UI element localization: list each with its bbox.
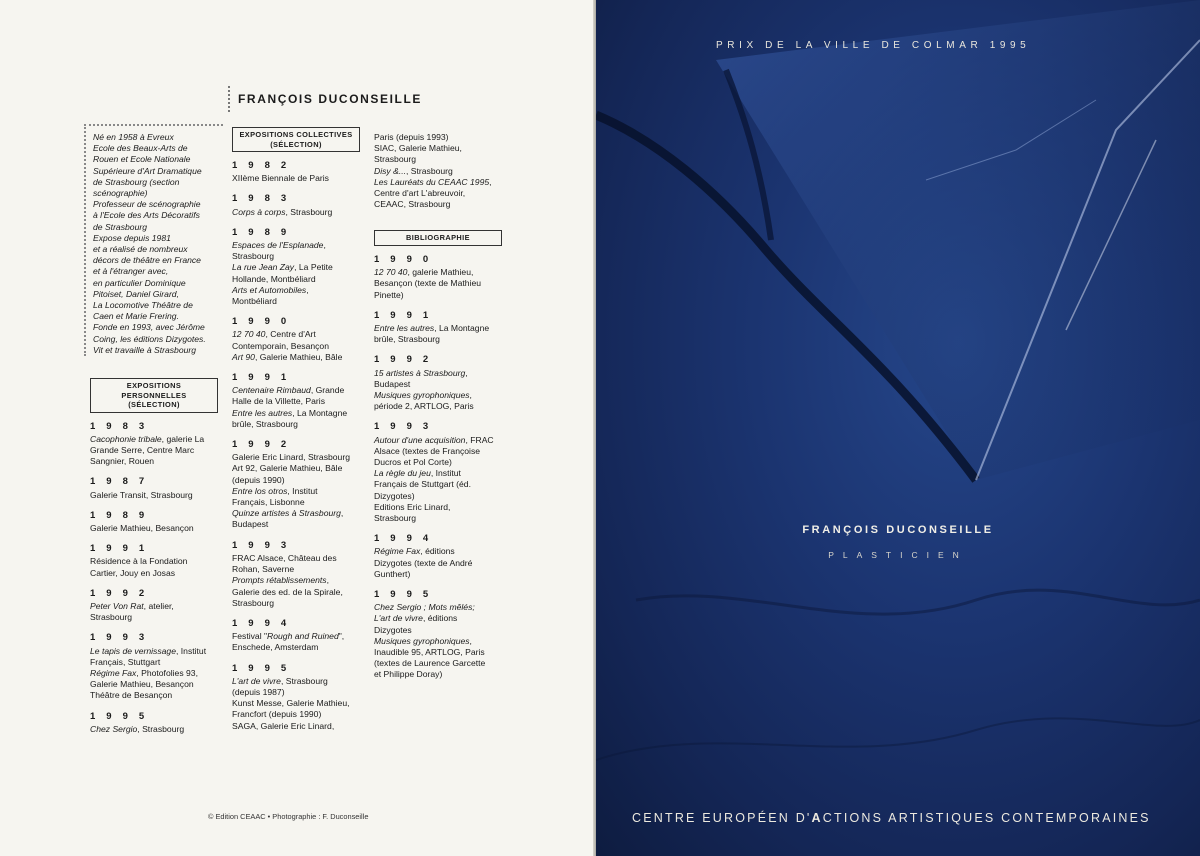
entry-line-title: Espaces de l'Esplanade xyxy=(232,240,324,251)
entry-line-title: (textes de Laurence Garcette xyxy=(374,658,486,669)
entry-line-title: Inaudible 95, ARTLOG, Paris xyxy=(374,647,485,658)
entry-line-title: Ducros et Pol Corte) xyxy=(374,456,452,467)
entry-line-title: La rue Jean Zay xyxy=(232,262,295,273)
entry-line xyxy=(90,646,218,657)
entry-line-suffix: , Galerie Mathieu, Bâle xyxy=(254,351,343,362)
entry-line xyxy=(374,154,502,165)
entry-line xyxy=(232,564,360,575)
entry-line-suffix: , atelier, xyxy=(143,600,174,611)
personal-exhibitions-heading xyxy=(90,378,218,413)
year-label: 1992 xyxy=(232,439,298,451)
bio-line: Caen et Marie Frering. xyxy=(93,311,179,322)
entry-line-title: Autour d'une acquisition xyxy=(374,434,466,445)
entry-line-suffix: , La Montagne xyxy=(292,407,348,418)
stone-texture-image xyxy=(596,0,1200,856)
entry-line xyxy=(374,468,502,479)
entry-line xyxy=(374,323,502,334)
entry-line-title: Gunthert) xyxy=(374,568,411,579)
entry-line-title: Galerie Transit, Strasbourg xyxy=(90,489,193,500)
entry-line xyxy=(232,408,360,419)
entry-line xyxy=(374,390,502,401)
entry-line-suffix: ", xyxy=(338,631,345,642)
entry-line xyxy=(232,475,360,486)
year-label: 1989 xyxy=(232,226,298,238)
bio-line: décors de théâtre en France xyxy=(93,255,201,266)
entry-line-suffix: , xyxy=(465,367,468,378)
entry-line-title: Strasbourg xyxy=(374,154,417,165)
entry-line-title: Français de Stuttgart (éd. xyxy=(374,479,471,490)
entry-line xyxy=(232,598,360,609)
year-entry xyxy=(90,632,218,701)
entry-line-suffix: , xyxy=(469,635,472,646)
entry-line-title: Entre los otros xyxy=(232,485,288,496)
entry-line xyxy=(232,642,360,653)
bio-line: de Strasbourg xyxy=(93,221,147,232)
entry-line-title: Budapest xyxy=(232,519,269,530)
bio-line: à l'Ecole des Arts Décoratifs xyxy=(93,210,200,221)
entry-line-title: Les Lauréats du CEAAC 1995 xyxy=(374,176,490,187)
entry-line xyxy=(232,676,360,687)
year-entry xyxy=(374,589,502,681)
bio-line: scénographie) xyxy=(93,188,148,199)
bio-line: Professeur de scénographie xyxy=(93,199,201,210)
year-entry xyxy=(232,663,360,732)
entry-line-title: L'art de vivre xyxy=(374,613,423,624)
entry-line-italic: Rough and Ruined xyxy=(267,631,339,642)
entry-line-title: FRAC Alsace, Château des xyxy=(232,552,337,563)
year-label: 1994 xyxy=(232,617,298,629)
personal-exhibitions-heading-text: EXPOSITIONS PERSONNELLES (SÉLECTION) xyxy=(121,381,187,409)
year-entry xyxy=(232,439,360,531)
entry-line xyxy=(90,724,218,735)
entry-line-title: Centenaire Rimbaud xyxy=(232,385,311,396)
entry-line xyxy=(374,278,502,289)
entry-line-title: Cacophonie tribale xyxy=(90,433,162,444)
year-label: 1993 xyxy=(232,539,298,551)
entry-line xyxy=(374,491,502,502)
entry-line xyxy=(90,612,218,623)
year-label: 1990 xyxy=(374,253,440,265)
year-label: 1993 xyxy=(374,421,440,433)
entry-line xyxy=(374,613,502,624)
year-entry xyxy=(374,533,502,580)
entry-line-title: XIIème Biennale de Paris xyxy=(232,173,329,184)
bibliography-heading-text: BIBLIOGRAPHIE xyxy=(406,233,470,243)
entry-line xyxy=(232,709,360,720)
entry-line-title: Budapest xyxy=(374,378,411,389)
bio-line: Fonde en 1993, avec Jérôme xyxy=(93,322,205,333)
entry-line xyxy=(90,456,218,467)
entry-line-title: (depuis 1987) xyxy=(232,686,285,697)
entry-line xyxy=(232,631,360,642)
entry-line-title: Galerie Eric Linard, Strasbourg xyxy=(232,452,350,463)
bio-line: Expose depuis 1981 xyxy=(93,232,171,243)
entry-line xyxy=(232,352,360,363)
entry-line-suffix: , Grande xyxy=(310,385,345,396)
entry-line-title: Régime Fax xyxy=(90,667,137,678)
bio-line: et a réalisé de nombreux xyxy=(93,244,188,255)
entry-line-title: Français, Lisbonne xyxy=(232,497,305,508)
entry-line xyxy=(90,690,218,701)
entry-line-title: Théâtre de Besançon xyxy=(90,690,173,701)
entry-line xyxy=(374,267,502,278)
bio-line: Pitoiset, Daniel Girard, xyxy=(93,288,179,299)
entry-line xyxy=(374,569,502,580)
year-label: 1983 xyxy=(232,193,298,205)
entry-line-title: Résidence à la Fondation xyxy=(90,556,188,567)
entry-line xyxy=(232,508,360,519)
bio-line: Né en 1958 à Evreux xyxy=(93,132,174,142)
entry-line-title: Prompts rétablissements xyxy=(232,575,327,586)
entry-line xyxy=(232,419,360,430)
entry-line-title: Hollande, Montbéliard xyxy=(232,273,316,284)
artist-biography xyxy=(84,124,223,356)
institution-name-part-1: CENTRE EUROPÉEN D' xyxy=(632,811,812,825)
award-line: PRIX DE LA VILLE DE COLMAR 1995 xyxy=(716,40,1031,51)
entry-line-title: Kunst Messe, Galerie Mathieu, xyxy=(232,698,350,709)
entry-line-title: SAGA, Galerie Eric Linard, xyxy=(232,720,335,731)
year-entry xyxy=(232,316,360,363)
entry-line-suffix: , xyxy=(323,240,326,251)
bio-line: Supérieure d'Art Dramatique xyxy=(93,165,202,176)
entry-line-title: L'art de vivre xyxy=(232,675,281,686)
entry-line xyxy=(232,240,360,251)
year-entry xyxy=(232,193,360,217)
cover-subtitle: PLASTICIEN xyxy=(828,550,968,560)
entry-line xyxy=(232,262,360,273)
entry-line-title: Centre d'art L'abreuvoir, xyxy=(374,188,466,199)
entry-line-title: Pinette) xyxy=(374,289,404,300)
entry-line-suffix: , Strasbourg xyxy=(280,675,328,686)
year-label: 1995 xyxy=(374,589,440,600)
entry-line xyxy=(232,396,360,407)
year-entry xyxy=(232,160,360,184)
institution-name-initial: A xyxy=(811,811,823,825)
year-label: 1992 xyxy=(90,587,156,599)
entry-line-title: Français, Stuttgart xyxy=(90,656,161,667)
photo-credit: © Edition CEAAC • Photographie : F. Duconseille xyxy=(208,812,369,821)
entry-line-title: Galerie des ed. de la Spirale, xyxy=(232,586,343,597)
year-entry xyxy=(90,510,218,534)
year-entry xyxy=(232,372,360,430)
column-group-exhibitions xyxy=(232,127,360,732)
entry-line-title: Chez Sergio xyxy=(90,723,138,734)
entry-line-suffix: , La Montagne xyxy=(434,322,490,333)
year-label: 1990 xyxy=(232,316,298,328)
entry-line xyxy=(374,457,502,468)
entry-line xyxy=(90,568,218,579)
entry-line-title: La règle du jeu xyxy=(374,468,431,479)
entry-line-suffix: , éditions xyxy=(422,613,458,624)
year-label: 1987 xyxy=(90,476,156,488)
entry-line xyxy=(374,188,502,199)
entry-line xyxy=(374,602,502,613)
entry-line-title: Dizygotes) xyxy=(374,490,415,501)
entry-line xyxy=(374,669,502,680)
institution-name-part-2: CTIONS ARTISTIQUES CONTEMPORAINES xyxy=(822,811,1151,825)
entry-line xyxy=(90,556,218,567)
entry-line xyxy=(232,698,360,709)
year-entry xyxy=(90,543,218,579)
entry-line-suffix: , galerie Mathieu, xyxy=(407,267,474,278)
entry-line-suffix: , Centre d'Art xyxy=(265,329,316,340)
entry-line xyxy=(374,132,502,143)
entry-line xyxy=(232,687,360,698)
entry-line-title: Strasbourg xyxy=(90,612,133,623)
entry-line xyxy=(374,479,502,490)
entry-line-title: Le tapis de vernissage xyxy=(90,645,176,656)
institution-name xyxy=(632,811,1151,825)
entry-line xyxy=(374,636,502,647)
entry-line xyxy=(232,173,360,184)
year-label: 1995 xyxy=(90,710,156,722)
year-entry xyxy=(232,618,360,654)
entry-line-suffix: , Strasbourg xyxy=(285,206,333,217)
entry-line-title: Dizygotes (texte de André xyxy=(374,557,473,568)
entry-line xyxy=(374,334,502,345)
entry-line xyxy=(232,285,360,296)
entry-line-title: Montbéliard xyxy=(232,296,277,307)
entry-line-title: 12 70 40 xyxy=(374,267,408,278)
column-personal-exhibitions xyxy=(90,378,218,735)
entry-line xyxy=(90,668,218,679)
entry-line-suffix: , xyxy=(326,575,329,586)
entry-line-title: SIAC, Galerie Mathieu, xyxy=(374,143,462,154)
year-entry xyxy=(374,421,502,524)
entry-line xyxy=(232,463,360,474)
entry-line-suffix: , Strasbourg xyxy=(406,165,453,176)
entry-line xyxy=(374,625,502,636)
entry-line-title: Galerie Mathieu, Besançon xyxy=(90,679,194,690)
year-label: 1991 xyxy=(232,372,298,384)
left-page xyxy=(0,0,596,856)
entry-line-title: Paris (depuis 1993) xyxy=(374,132,449,142)
entry-line-title: Entre les autres xyxy=(374,322,435,333)
entry-line xyxy=(90,490,218,501)
entry-line xyxy=(232,251,360,262)
entry-line xyxy=(374,143,502,154)
entry-line xyxy=(232,519,360,530)
entry-line xyxy=(232,587,360,598)
bio-line: en particulier Dominique xyxy=(93,277,186,288)
bibliography-heading xyxy=(374,230,502,246)
year-label: 1993 xyxy=(90,632,156,644)
entry-line-suffix: , éditions xyxy=(420,546,455,557)
entry-line-suffix: , xyxy=(306,284,309,295)
year-entry xyxy=(90,476,218,500)
entry-line-title: Editions Eric Linard, xyxy=(374,501,451,512)
entry-line xyxy=(90,523,218,534)
entry-line-title: Quinze artistes à Strasbourg xyxy=(232,508,341,519)
entry-line-title: CEAAC, Strasbourg xyxy=(374,199,451,210)
year-entry xyxy=(232,227,360,307)
entry-line xyxy=(374,199,502,210)
entry-line-title: brûle, Strasbourg xyxy=(374,334,440,345)
column-bibliography xyxy=(374,132,502,681)
year-label: 1992 xyxy=(374,354,440,366)
entry-line xyxy=(374,502,502,513)
bio-line: Coing, les éditions Dizygotes. xyxy=(93,333,206,344)
year-entry xyxy=(90,711,218,735)
group-exhibitions-list xyxy=(232,160,360,732)
entry-line-title: Musiques gyrophoniques xyxy=(374,635,470,646)
entry-line-title: Strasbourg xyxy=(374,512,417,523)
entry-line-title: Strasbourg xyxy=(232,251,275,262)
year-entry xyxy=(90,588,218,624)
entry-line xyxy=(232,553,360,564)
entry-line-title: Musiques gyrophoniques xyxy=(374,389,470,400)
entry-line-suffix: , FRAC xyxy=(465,434,494,445)
year-label: 1995 xyxy=(232,662,298,674)
entry-line xyxy=(232,341,360,352)
entry-line xyxy=(374,166,502,177)
entry-line xyxy=(232,296,360,307)
cover-artist-name: FRANÇOIS DUCONSEILLE xyxy=(802,524,994,536)
entry-line xyxy=(232,721,360,732)
entry-line xyxy=(374,558,502,569)
bio-line: Rouen et Ecole Nationale xyxy=(93,154,191,165)
entry-line-suffix: , xyxy=(340,508,344,519)
entry-line xyxy=(232,385,360,396)
bio-line: Vit et travaille à Strasbourg xyxy=(93,344,197,355)
entry-line-title: Arts et Automobiles xyxy=(232,284,307,295)
entry-line-title: Chez Sergio ; Mots mêlés; xyxy=(374,602,475,613)
group-exhibitions-heading xyxy=(232,127,360,152)
entry-line xyxy=(374,647,502,658)
entry-line-title: période 2, ARTLOG, Paris xyxy=(374,401,474,412)
entry-line xyxy=(374,658,502,669)
entry-line-suffix: , Institut xyxy=(176,645,207,656)
entry-line-title: Disy &... xyxy=(374,165,406,176)
entry-line xyxy=(90,601,218,612)
entry-line-suffix: , xyxy=(469,389,472,400)
entry-line xyxy=(374,446,502,457)
bio-line: et à l'étranger avec, xyxy=(93,266,169,277)
entry-line-title: Festival " xyxy=(232,631,268,642)
group-exhibitions-heading-text: EXPOSITIONS COLLECTIVES (SÉLECTION) xyxy=(239,130,353,149)
entry-line xyxy=(374,290,502,301)
year-entry xyxy=(374,354,502,412)
bio-line: Ecole des Beaux-Arts de xyxy=(93,143,188,154)
entry-line-suffix: , galerie La xyxy=(161,433,205,444)
entry-line-title: Alsace (textes de Françoise xyxy=(374,445,481,456)
personal-exhibitions-list xyxy=(90,421,218,735)
entry-line-title: Grande Serre, Centre Marc xyxy=(90,444,195,455)
entry-line xyxy=(374,368,502,379)
year-entry xyxy=(374,310,502,346)
entry-line-suffix: , Strasbourg xyxy=(137,723,185,734)
entry-line xyxy=(232,486,360,497)
artist-title: FRANÇOIS DUCONSEILLE xyxy=(228,86,422,112)
bio-line: de Strasbourg (section xyxy=(93,176,180,187)
bibliography-list xyxy=(374,254,502,681)
entry-line xyxy=(232,329,360,340)
year-label: 1983 xyxy=(90,420,156,432)
entry-line-title: Régime Fax xyxy=(374,546,421,557)
year-entry xyxy=(374,254,502,301)
entry-line-title: Contemporain, Besançon xyxy=(232,340,329,351)
entry-line xyxy=(232,452,360,463)
entry-line xyxy=(90,445,218,456)
entry-line-suffix: , Photofolies 93, xyxy=(136,667,198,678)
entry-line xyxy=(232,575,360,586)
entry-line-title: Galerie Mathieu, Besançon xyxy=(90,522,194,533)
year-entry xyxy=(90,421,218,468)
entry-line-title: Art 90 xyxy=(232,351,255,362)
entry-line-title: Halle de la Villette, Paris xyxy=(232,396,325,407)
year-entry xyxy=(232,540,360,609)
entry-line xyxy=(232,497,360,508)
entry-line xyxy=(374,401,502,412)
entry-line-title: 12 70 40 xyxy=(232,329,266,340)
entry-line-title: Entre les autres xyxy=(232,407,293,418)
entry-line-title: Francfort (depuis 1990) xyxy=(232,709,322,720)
entry-line-title: brûle, Strasbourg xyxy=(232,418,298,429)
entry-line-title: (depuis 1990) xyxy=(232,474,285,485)
entry-line xyxy=(374,177,502,188)
entry-line xyxy=(374,435,502,446)
entry-line xyxy=(232,207,360,218)
entry-line xyxy=(374,513,502,524)
cover-page xyxy=(596,0,1200,856)
entry-line xyxy=(232,274,360,285)
year-label: 1991 xyxy=(90,543,156,555)
entry-line-suffix: , La Petite xyxy=(294,262,333,273)
entry-line xyxy=(374,379,502,390)
entry-line-title: Peter Von Rat xyxy=(90,600,144,611)
year-label: 1989 xyxy=(90,509,156,521)
entry-line-suffix: , xyxy=(489,176,492,187)
entry-line-title: Sangnier, Rouen xyxy=(90,456,155,467)
entry-line-title: Cartier, Jouy en Josas xyxy=(90,567,176,578)
entry-line xyxy=(90,679,218,690)
entry-line-title: Enschede, Amsterdam xyxy=(232,642,319,653)
entry-line-title: 15 artistes à Strasbourg xyxy=(374,367,466,378)
entry-line-title: Besançon (texte de Mathieu xyxy=(374,278,482,289)
year-label: 1982 xyxy=(232,160,298,171)
year-label: 1991 xyxy=(374,309,440,321)
year-label: 1994 xyxy=(374,533,440,545)
entry-line-title: et Philippe Doray) xyxy=(374,669,443,680)
entry-line xyxy=(374,546,502,557)
entry-line-title: Rohan, Saverne xyxy=(232,564,295,575)
entry-line-title: Corps à corps xyxy=(232,206,286,217)
entry-line-title: Strasbourg xyxy=(232,597,275,608)
entry-line-suffix: , Institut xyxy=(287,485,318,496)
entry-line-title: Dizygotes xyxy=(374,624,412,635)
entry-line-suffix: , Institut xyxy=(430,468,461,479)
group-exhibitions-continued xyxy=(374,132,502,210)
entry-line xyxy=(90,434,218,445)
bio-line: La Locomotive Théâtre de xyxy=(93,300,193,311)
entry-line-title: Art 92, Galerie Mathieu, Bâle xyxy=(232,463,343,474)
entry-line xyxy=(90,657,218,668)
